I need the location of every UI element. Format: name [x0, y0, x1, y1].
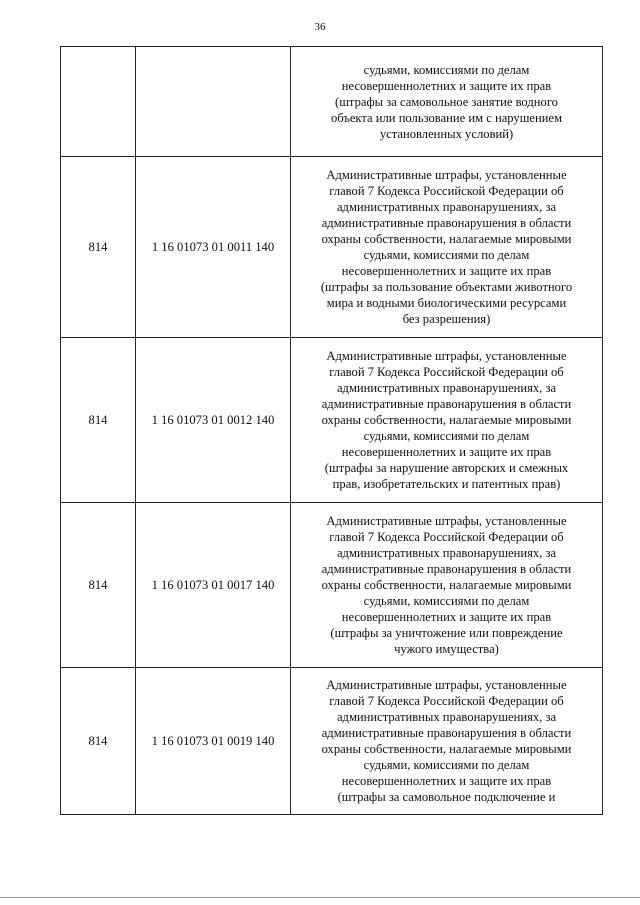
table-row	[61, 503, 603, 668]
revenue-name-line: главой 7 Кодекса Российской Федерации об	[329, 184, 564, 198]
table-row	[61, 338, 603, 503]
administrator-code-cell: 814	[61, 157, 136, 338]
revenue-name-line: мира и водными биологическими ресурсами	[326, 296, 567, 310]
revenue-name-cell	[291, 157, 603, 338]
revenue-name-line: главой 7 Кодекса Российской Федерации об	[329, 530, 564, 544]
revenue-name-line: административных правонарушениях, за	[336, 710, 557, 724]
administrator-code-cell: 814	[61, 338, 136, 503]
revenue-name-line: административных правонарушениях, за	[336, 546, 557, 560]
revenue-name-line: прав, изобретательских и патентных прав)	[332, 477, 561, 491]
budget-classification-code-cell: 1 16 01073 01 0017 140	[136, 503, 291, 668]
budget-classification-code-cell	[136, 47, 291, 157]
revenue-name-line: (штрафы за нарушение авторских и смежных	[324, 461, 569, 475]
revenue-name-line: охраны собственности, налагаемые мировыми	[321, 578, 572, 592]
revenue-name-line: объекта или пользование им с нарушением	[330, 110, 563, 125]
revenue-name-line: административных правонарушениях, за	[336, 381, 557, 395]
table-row	[61, 47, 603, 157]
revenue-name-line: Административные штрафы, установленные	[326, 514, 567, 528]
revenue-name-line: несовершеннолетних и защите их прав	[341, 445, 552, 459]
budget-classification-code-cell: 1 16 01073 01 0019 140	[136, 668, 291, 815]
revenue-name-cell	[291, 668, 603, 815]
revenue-name-line: главой 7 Кодекса Российской Федерации об	[329, 694, 564, 708]
revenue-name-line: Административные штрафы, установленные	[326, 678, 567, 692]
page-number: 36	[314, 21, 326, 33]
revenue-name-line: чужого имущества)	[394, 642, 499, 656]
revenue-name-line: административных правонарушениях, за	[336, 200, 557, 214]
revenue-name-line: Административные штрафы, установленные	[326, 349, 567, 363]
revenue-name-line: судьями, комиссиями по делам	[363, 248, 530, 262]
revenue-name-line: судьями, комиссиями по делам	[363, 429, 530, 443]
table-row	[61, 157, 603, 338]
revenue-name-line: охраны собственности, налагаемые мировыми	[321, 232, 572, 246]
revenue-name-line: административные правонарушения в области	[321, 726, 572, 740]
revenue-name-line: несовершеннолетних и защите их прав	[341, 774, 552, 788]
revenue-name-line: судьями, комиссиями по делам	[363, 594, 530, 608]
revenue-name-line: несовершеннолетних и защите их прав	[341, 610, 552, 624]
revenue-name-line: охраны собственности, налагаемые мировыми	[321, 413, 572, 427]
revenue-name-line: охраны собственности, налагаемые мировыми	[321, 742, 572, 756]
revenue-name-line: установленных условий)	[379, 126, 514, 141]
revenue-name-line: Административные штрафы, установленные	[326, 168, 567, 182]
revenue-name-line: административные правонарушения в области	[321, 397, 572, 411]
revenue-name-line: без разрешения)	[402, 312, 491, 326]
scan-edge-line	[0, 897, 640, 898]
revenue-name-line: несовершеннолетних и защите их прав	[341, 264, 552, 278]
revenue-name-line: (штрафы за самовольное подключение и	[337, 790, 556, 804]
revenue-name-line: судьями, комиссиями по делам	[363, 758, 530, 772]
budget-codes-table	[60, 46, 603, 815]
budget-classification-code-cell: 1 16 01073 01 0011 140	[136, 157, 291, 338]
revenue-name-line: несовершеннолетних и защите их прав	[341, 78, 552, 93]
table-row	[61, 668, 603, 815]
revenue-name-cell	[291, 503, 603, 668]
revenue-name-line: административные правонарушения в области	[321, 216, 572, 230]
revenue-name-line: главой 7 Кодекса Российской Федерации об	[329, 365, 564, 379]
revenue-name-cell	[291, 47, 603, 157]
revenue-name-line: административные правонарушения в области	[321, 562, 572, 576]
revenue-name-line: судьями, комиссиями по делам	[363, 62, 530, 77]
revenue-name-line: (штрафы за пользование объектами животного	[320, 280, 573, 294]
revenue-name-line: (штрафы за уничтожение или повреждение	[330, 626, 563, 640]
administrator-code-cell: 814	[61, 503, 136, 668]
revenue-name-cell	[291, 338, 603, 503]
administrator-code-cell	[61, 47, 136, 157]
budget-classification-code-cell: 1 16 01073 01 0012 140	[136, 338, 291, 503]
revenue-name-line: (штрафы за самовольное занятие водного	[335, 94, 558, 109]
administrator-code-cell: 814	[61, 668, 136, 815]
